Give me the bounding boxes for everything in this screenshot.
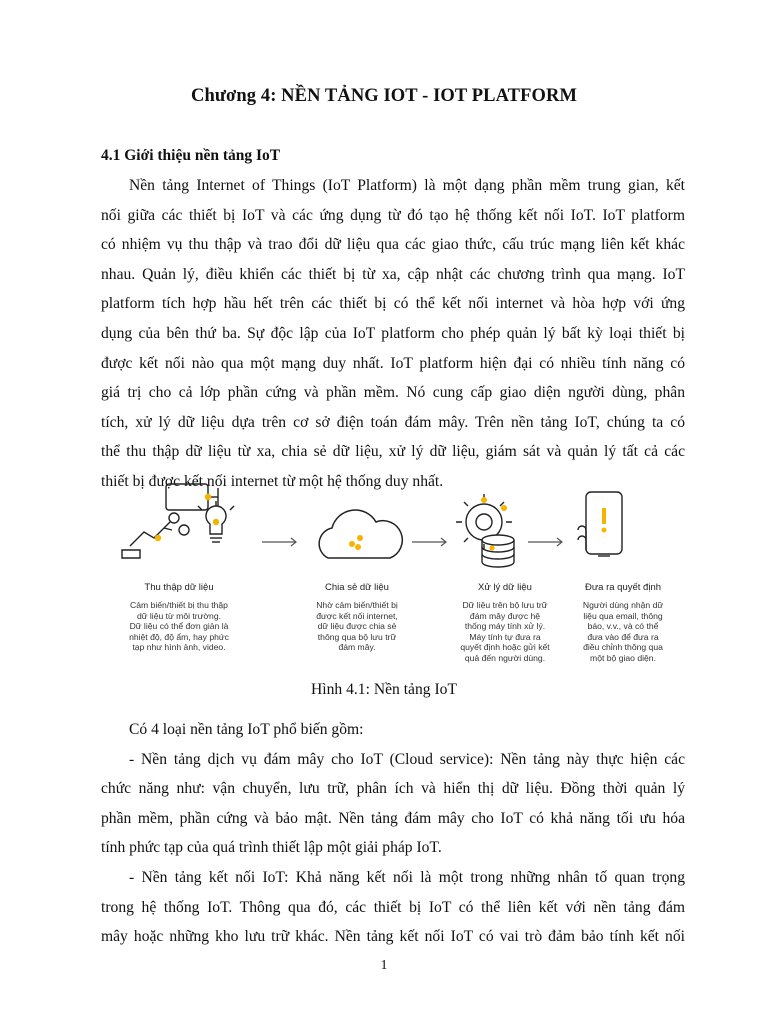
exclamation-icon (602, 508, 606, 524)
cloud-line: chức năng như: vận chuyển, lưu trữ, phân ích và hiển thị dữ liệu. Đồng thời quản lý (101, 780, 685, 798)
step-description: Nhờ cảm biến/thiết bị được kết nối internet, dữ liệu được chia sẻ thông qua bộ lưu trữ đám mây. (316, 600, 398, 653)
gear-database-icon (456, 494, 514, 567)
phone-notification-icon (578, 492, 622, 556)
figure-illustration (100, 478, 690, 578)
step-description: Người dùng nhận dữ liệu qua email, thông báo, v.v., và có thể đưa vào để đưa ra điều chỉnh thông qua một bộ giao diện. (582, 600, 664, 663)
step-label: Thu thập dữ liệu (144, 582, 214, 593)
accent-dot (489, 545, 494, 550)
accent-dot (155, 535, 161, 541)
intro-line: thể thu thập dữ liệu từ xa, chia sẻ dữ liệu, xử lý dữ liệu, giám sát và quản lý tất cả các (101, 443, 685, 461)
accent-dot (602, 528, 607, 533)
intro-line: thiết bị được kết nối internet từ một hệ thống duy nhất. (101, 472, 444, 490)
intro-line: nhau. Quản lý, điều khiển các thiết bị từ xa, cập nhật các chương trình qua mạng. IoT (101, 265, 685, 283)
intro-line: nối giữa các thiết bị IoT và các ứng dụng từ đó tạo hệ thống kết nối IoT. IoT platform (101, 206, 685, 224)
arrow-right-icon (262, 538, 296, 546)
connect-line: mây hoặc những kho lưu trữ khác. Nền tảng kết nối IoT có vai trò đảm bảo tính kết nối (101, 928, 685, 946)
intro-line: platform tích hợp hầu hết trên các thiết bị có thể kết nối internet và hòa hợp với ứng (101, 295, 685, 313)
step-label: Chia sẻ dữ liệu (325, 582, 389, 593)
cloud-line: tính phức tạp của quá trình thiết lập một giải pháp IoT. (101, 839, 442, 857)
accent-dot (481, 497, 487, 503)
step-description: Cảm biến/thiết bị thu thập dữ liệu từ môi trường. Dữ liệu có thể đơn giản là nhiệt độ, độ ẩm, hay phức tạp như hình ảnh, video. (129, 600, 229, 653)
cloud-icon (319, 510, 402, 558)
accent-dot (213, 519, 219, 525)
iot-platform-figure (100, 478, 690, 674)
arrow-right-icon (528, 538, 562, 546)
intro-line: được kết nối nào qua một mạng duy nhất. IoT platform hiện đại có nhiều tính năng có (101, 354, 685, 372)
cloud-line: - Nền tảng dịch vụ đám mây cho IoT (Cloud service): Nền tảng này thực hiện các (129, 750, 685, 768)
chapter-title: Chương 4: NỀN TẢNG IOT - IOT PLATFORM (190, 86, 578, 106)
step-description: Dữ liệu trên bộ lưu trữ đám mây được hệ thống máy tính xử lý. Máy tính tự đưa ra quyết định hoặc gửi kết quả đến người dùng. (460, 600, 550, 663)
intro-line: dụng của bên thứ ba. Sự độc lập của IoT platform cho phép quản lý bất kỳ loại thiết bị (101, 324, 685, 342)
intro-paragraph (101, 171, 685, 497)
figure-caption: Hình 4.1: Nền tảng IoT (311, 681, 457, 698)
types-paragraph (101, 715, 685, 952)
accent-dot (205, 494, 211, 500)
intro-line: Nền tảng Internet of Things (IoT Platform) là một dạng phần mềm trung gian, kết (129, 177, 685, 194)
accent-dot (355, 544, 361, 550)
page-number: 1 (380, 958, 388, 973)
accent-dot (357, 535, 363, 541)
accent-dot (349, 541, 355, 547)
step-label: Xử lý dữ liệu (478, 582, 532, 593)
accent-dot (501, 505, 507, 511)
intro-line: có nhiệm vụ thu thập và trao đổi dữ liệu qua các giao thức, cấu trúc mạng liên kết khác (101, 236, 685, 254)
types-intro: Có 4 loại nền tảng IoT phổ biến gồm: (129, 721, 364, 738)
arrow-right-icon (412, 538, 446, 546)
intro-line: tích, xử lý dữ liệu dựa trên cơ sở điện toán đám mây. Trên nền tảng IoT, chúng ta có (101, 413, 685, 431)
section-heading: 4.1 Giới thiệu nền tảng IoT (101, 147, 281, 164)
connect-line: - Nền tảng kết nối IoT: Khả năng kết nối là một trong những nhân tố quan trọng (129, 868, 685, 886)
connect-line: trong hệ thống IoT. Thông qua đó, các thiết bị IoT có thể liên kết với nền tảng đám (101, 898, 685, 916)
intro-line: giá trị cho cả lớp phần cứng và phần mềm. Nó cung cấp giao diện người dùng, phân (101, 384, 685, 402)
cloud-line: phần mềm, phần cứng và bảo mật. Nền tảng đám mây cho IoT có khả năng tối ưu hóa (101, 809, 685, 827)
step-label: Đưa ra quyết định (584, 582, 662, 593)
